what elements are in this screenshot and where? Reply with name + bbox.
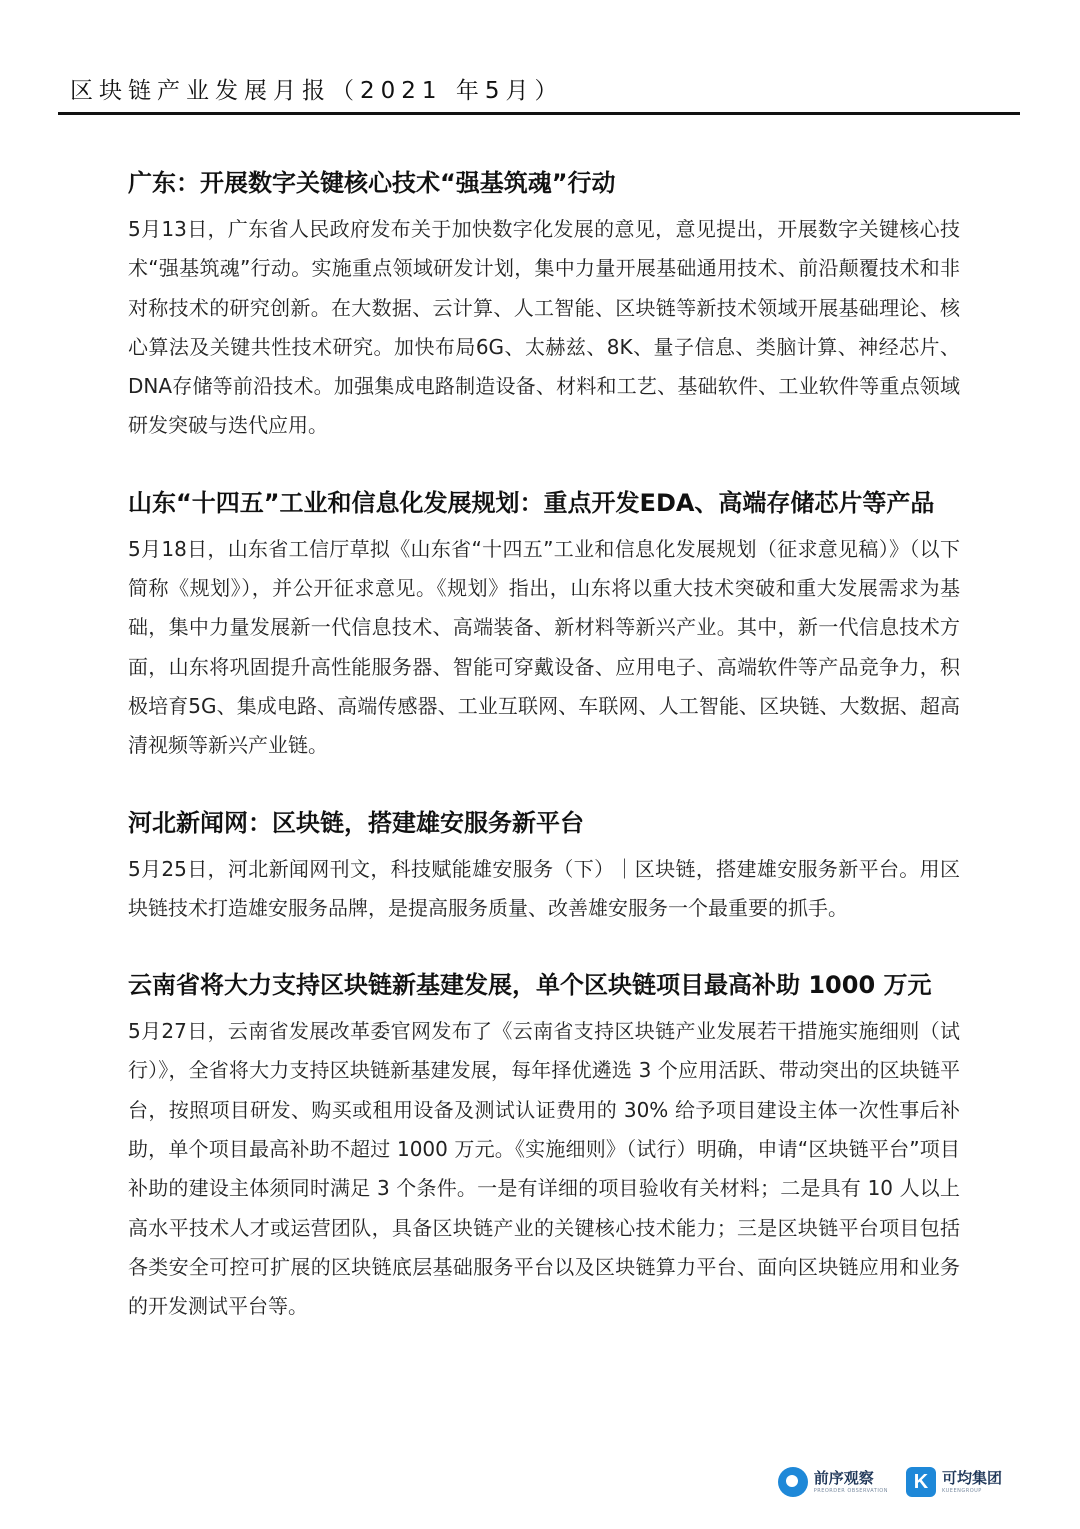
article-body: 5月25日，河北新闻网刊文，科技赋能雄安服务（下）｜区块链，搭建雄安服务新平台。用区块链技术打造雄安服务品牌，是提高服务质量、改善雄安服务一个最重要的抓手。 [128,856,960,920]
header-divider [58,112,1020,115]
kueen-logo-name: 可均集团 [941,1468,1002,1487]
article-title: 山东“十四五”工业和信息化发展规划：重点开发EDA、高端存储芯片等产品 [128,488,935,517]
footer-logos [778,1462,1002,1502]
article-title: 广东：开展数字关键核心技术“强基筑魂”行动 [128,169,616,197]
article-hebei [128,800,960,929]
report-header-title: 区块链产业发展月报（2021 年5月） [70,78,564,104]
preorder-logo-name: 前序观察 [813,1468,874,1487]
article-list [128,160,960,1361]
article-title: 云南省将大力支持区块链新基建发展，单个区块链项目最高补助 1000 万元 [128,971,932,1000]
article-shandong [128,480,960,766]
article-guangdong [128,160,960,446]
preorder-observation-logo [778,1467,888,1497]
kueen-logo-icon: K [906,1467,936,1497]
preorder-logo-icon [778,1467,808,1497]
article-body: 5月27日，云南省发展改革委官网发布了《云南省支持区块链产业发展若干措施实施细则（试行）》，全省将大力支持区块链新基建发展，每年择优遴选 3 个应用活跃、带动突出的区块链平台，按照项目研发、购买或租用设备及测试认证费用的 30% 给予项目建设主体一次性事后补助，单个项目最高补助不超过 1000 万元。《实施细则》（试行）明确，申请“区块链平台”项目补助的建设主体须同时满足 3 个条件。一是有详细的项目验收有关材料；二是具有 10 人以上高水平技术人才或运营团队，具备区块链产业的关键核心技术能力；三是区块链平台项目包括各类安全可控可扩展的区块链底层基础服务平台以及区块链算力平台、面向区块链应用和业务的开发测试平台等。 [128,1019,960,1319]
article-title: 河北新闻网：区块链，搭建雄安服务新平台 [128,808,584,837]
kueen-logo-subtitle: KUEENGROUP [941,1487,982,1494]
article-body: 5月13日，广东省人民政府发布关于加快数字化发展的意见，意见提出，开展数字关键核心技术“强基筑魂”行动。实施重点领域研发计划，集中力量开展基础通用技术、前沿颠覆技术和非对称技术的研究创新。在大数据、云计算、人工智能、区块链等新技术领域开展基础理论、核心算法及关键共性技术研究。加快布局6G、太赫兹、8K、量子信息、类脑计算、神经芯片、DNA存储等前沿技术。加强集成电路制造设备、材料和工艺、基础软件、工业软件等重点领域研发突破与迭代应用。 [128,217,960,438]
preorder-logo-subtitle: PREORDER OBSERVATION [813,1487,888,1494]
article-yunnan [128,962,960,1326]
article-body: 5月18日，山东省工信厅草拟《山东省“十四五”工业和信息化发展规划（征求意见稿）》（以下简称《规划》），并公开征求意见。《规划》指出，山东将以重大技术突破和重大发展需求为基础，集中力量发展新一代信息技术、高端装备、新材料等新兴产业。其中，新一代信息技术方面，山东将巩固提升高性能服务器、智能可穿戴设备、应用电子、高端软件等产品竞争力，积极培育5G、集成电路、高端传感器、工业互联网、车联网、人工智能、区块链、大数据、超高清视频等新兴产业链。 [128,536,960,758]
kueen-group-logo [906,1467,1002,1497]
